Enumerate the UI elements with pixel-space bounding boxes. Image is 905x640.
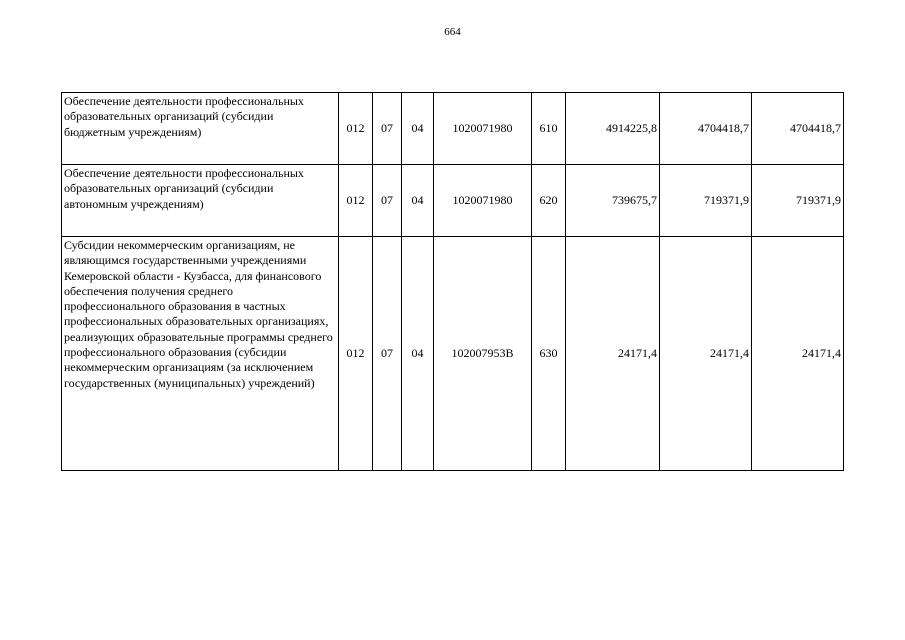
target-article-cell: 102007953В xyxy=(434,237,532,471)
expense-type-cell: 610 xyxy=(532,93,566,165)
section-code-cell: 07 xyxy=(373,93,402,165)
expense-name-cell: Субсидии некоммерческим организациям, не являющимся государственными учреждениями Кемеровской области - Кузбасса, для финансового обеспечения получения среднего профессионального образования в частных профессиональных образовательных организациях, реализующих образовательные программы среднего профессионального образования (субсидии некоммерческим организациям (за исключением государственных (муниципальных) учреждений) xyxy=(62,237,339,471)
target-article-cell: 1020071980 xyxy=(434,165,532,237)
amount-3-cell: 24171,4 xyxy=(752,237,844,471)
section-code-cell: 07 xyxy=(373,165,402,237)
expense-name-cell: Обеспечение деятельности профессиональных образовательных организаций (субсидии автономным учреждениям) xyxy=(62,165,339,237)
subsection-code-cell: 04 xyxy=(402,93,434,165)
section-code-cell: 07 xyxy=(373,237,402,471)
table-row xyxy=(62,165,844,237)
ministry-code-cell: 012 xyxy=(339,93,373,165)
table-row xyxy=(62,237,844,471)
budget-table xyxy=(61,92,844,471)
target-article-cell: 1020071980 xyxy=(434,93,532,165)
page-number: 664 xyxy=(444,26,461,38)
amount-1-cell: 24171,4 xyxy=(566,237,660,471)
amount-3-cell: 719371,9 xyxy=(752,165,844,237)
amount-2-cell: 4704418,7 xyxy=(660,93,752,165)
ministry-code-cell: 012 xyxy=(339,237,373,471)
amount-2-cell: 719371,9 xyxy=(660,165,752,237)
ministry-code-cell: 012 xyxy=(339,165,373,237)
subsection-code-cell: 04 xyxy=(402,165,434,237)
amount-2-cell: 24171,4 xyxy=(660,237,752,471)
expense-type-cell: 620 xyxy=(532,165,566,237)
amount-1-cell: 739675,7 xyxy=(566,165,660,237)
expense-type-cell: 630 xyxy=(532,237,566,471)
amount-1-cell: 4914225,8 xyxy=(566,93,660,165)
subsection-code-cell: 04 xyxy=(402,237,434,471)
expense-name-cell: Обеспечение деятельности профессиональных образовательных организаций (субсидии бюджетным учреждениям) xyxy=(62,93,339,165)
amount-3-cell: 4704418,7 xyxy=(752,93,844,165)
table-row xyxy=(62,93,844,165)
